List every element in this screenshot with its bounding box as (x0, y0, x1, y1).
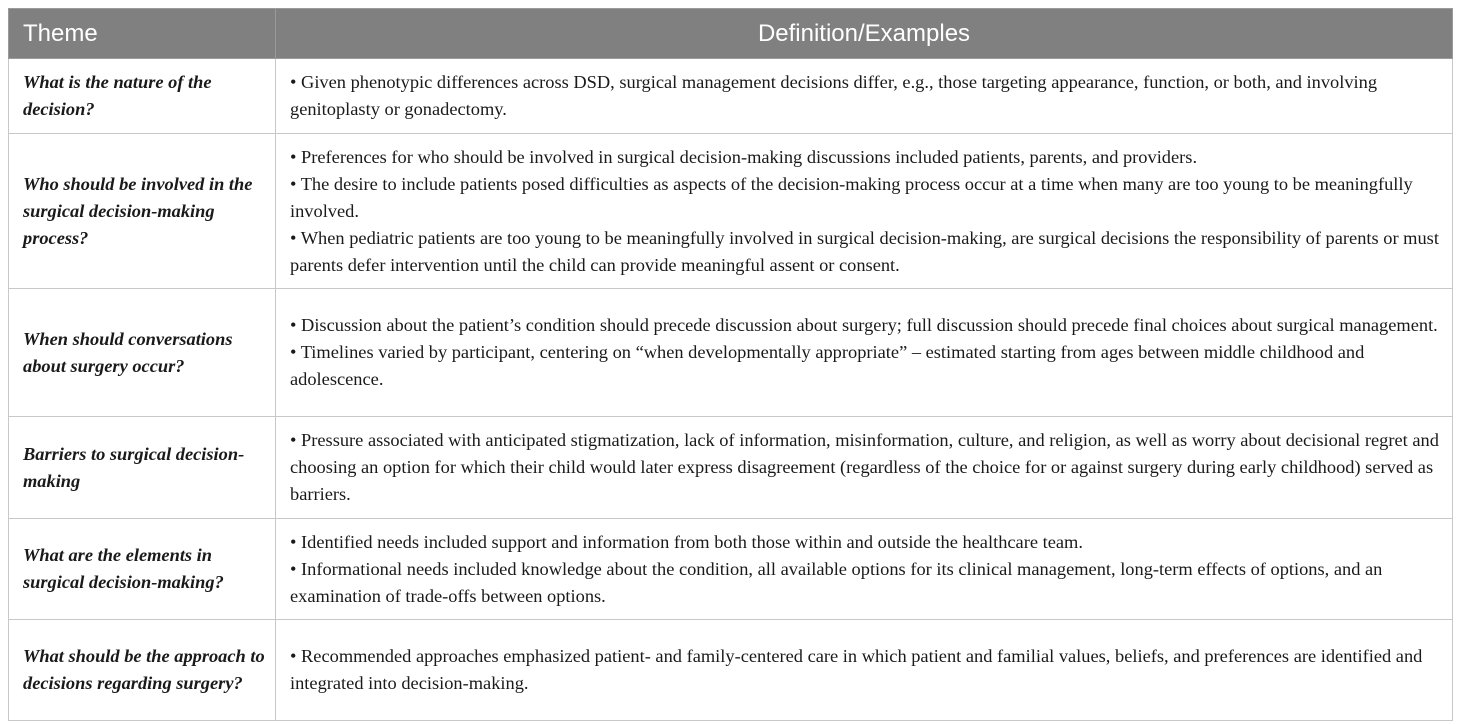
definition-bullet: • The desire to include patients posed difficulties as aspects of the decision-making process occur at a time when many are too young to be meaningfully involved. (290, 173, 1413, 221)
definition-cell (276, 59, 1453, 134)
definition-bullet: • Timelines varied by participant, centering on “when developmentally appropriate” – estimated starting from ages between middle childhood and adolescence. (290, 342, 1365, 389)
definition-column-header: Definition/Examples (276, 9, 1453, 59)
theme-cell: What are the elements in surgical decision-making? (9, 519, 276, 620)
table-row (9, 289, 1453, 417)
definition-bullet: • Given phenotypic differences across DSD, surgical management decisions differ, e.g., those targeting appearance, function, or both, and involving genitoplasty or gonadectomy. (290, 72, 1378, 119)
header-row (9, 9, 1453, 59)
table-header (9, 9, 1453, 59)
definition-bullet: • When pediatric patients are too young to be meaningfully involved in surgical decision-making, are surgical decisions the responsibility of parents or must parents defer intervention until the child can provide meaningful assent or consent. (290, 227, 1439, 275)
table-row (9, 59, 1453, 134)
definition-bullet: • Informational needs included knowledge about the condition, all available options for its clinical management, long-term effects of options, and an examination of trade-offs between options. (290, 558, 1383, 606)
table-row (9, 417, 1453, 519)
definition-bullet: • Identified needs included support and information from both those within and outside the healthcare team. (290, 531, 1083, 552)
theme-cell: When should conversations about surgery occur? (9, 289, 276, 417)
definition-cell (276, 289, 1453, 417)
themes-table (8, 8, 1453, 721)
theme-cell: What is the nature of the decision? (9, 59, 276, 134)
definition-bullet: • Preferences for who should be involved in surgical decision-making discussions included patients, parents, and providers. (290, 146, 1198, 167)
themes-table-container (8, 8, 1452, 717)
definition-bullet: • Discussion about the patient’s condition should precede discussion about surgery; full discussion should precede final choices about surgical management. (290, 315, 1438, 335)
theme-column-header: Theme (9, 9, 276, 59)
table-row (9, 519, 1453, 620)
table-row (9, 134, 1453, 289)
theme-cell: Who should be involved in the surgical decision-making process? (9, 134, 276, 289)
definition-cell (276, 417, 1453, 519)
table-body (9, 59, 1453, 721)
theme-cell: What should be the approach to decisions regarding surgery? (9, 620, 276, 721)
table-row (9, 620, 1453, 721)
definition-cell (276, 134, 1453, 289)
definition-bullet: • Recommended approaches emphasized patient- and family-centered care in which patient and familial values, beliefs, and preferences are identified and integrated into decision-making. (290, 646, 1423, 693)
definition-bullet: • Pressure associated with anticipated stigmatization, lack of information, misinformation, culture, and religion, as well as worry about decisional regret and choosing an option for which their child would later express disagreement (regardless of the choice for or against surgery during early childhood) served as barriers. (290, 430, 1439, 504)
definition-cell (276, 519, 1453, 620)
theme-cell: Barriers to surgical decision-making (9, 417, 276, 519)
definition-cell (276, 620, 1453, 721)
